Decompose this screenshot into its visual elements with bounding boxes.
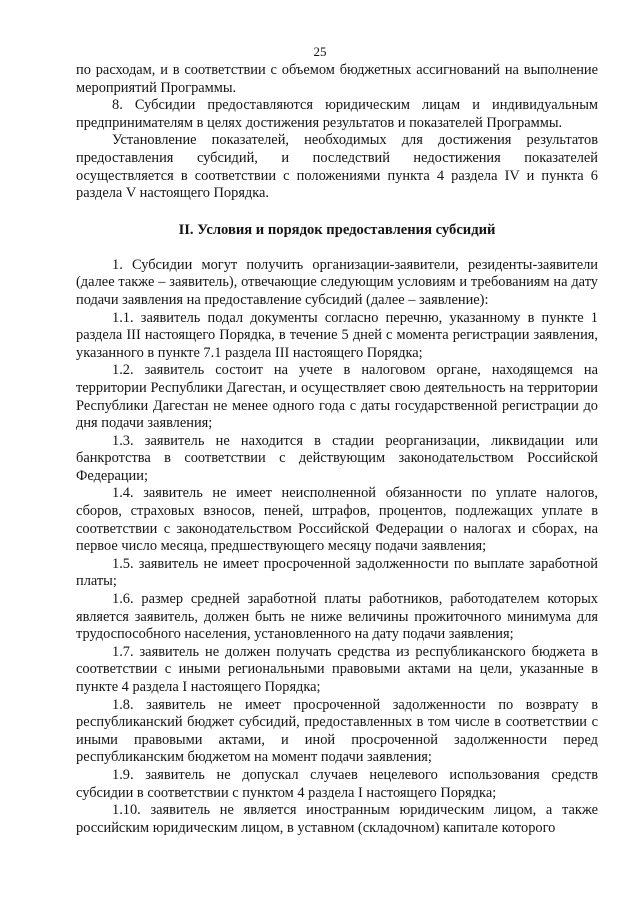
section-title: II. Условия и порядок предоставления субсидий	[178, 221, 496, 238]
paragraph-item-1-5: 1.5. заявитель не имеет просроченной задолженности по выплате заработной платы;	[76, 555, 598, 590]
paragraph-item-1-8: 1.8. заявитель не имеет просроченной задолженности по возврату в республиканский бюджет субсидий, предоставленных в том числе в соответствии с иными правовыми актами, и иной просроченной задолженности перед республиканским бюджетом на момент подачи заявления;	[76, 696, 598, 766]
paragraph-item-1-3: 1.3. заявитель не находится в стадии реорганизации, ликвидации или банкротства в соответствии с действующим законодательством Российской Федерации;	[76, 432, 598, 484]
paragraph-item-1-4: 1.4. заявитель не имеет неисполненной обязанности по уплате налогов, сборов, страховых взносов, пеней, штрафов, процентов, подлежащих уплате в соответствии с законодательством Российской Федерации о налогах и сборах, на первое число месяца, предшествующего месяцу подачи заявления;	[76, 485, 598, 555]
document-body	[76, 62, 598, 837]
page-number: 25	[313, 44, 327, 59]
paragraph-item-1-1: 1.1. заявитель подал документы согласно перечню, указанному в пункте 1 раздела III настоящего Порядка, в течение 5 дней с момента регистрации заявления, указанного в пункте 7.1 раздела III настоящего Порядка;	[76, 309, 598, 361]
paragraph-continuation: по расходам, и в соответствии с объемом бюджетных ассигнований на выполнение мероприятий Программы.	[76, 62, 598, 96]
paragraph-item-1-7: 1.7. заявитель не должен получать средства из республиканского бюджета в соответствии с иными региональными правовыми актами на цели, указанные в пункте 4 раздела I настоящего Порядка;	[76, 643, 598, 695]
paragraph-item-1-2: 1.2. заявитель состоит на учете в налоговом органе, находящемся на территории Республики Дагестан, и осуществляет свою деятельность на территории Республики Дагестан не менее одного года с даты государственной регистрации до дня подачи заявления;	[76, 362, 598, 432]
paragraph-item-8: 8. Субсидии предоставляются юридическим лицам и индивидуальным предпринимателям в целях достижения результатов и показателей Программы.	[76, 97, 598, 131]
paragraph-indicators: Установление показателей, необходимых для достижения результатов предоставления субсидий, и последствий недостижения показателей осуществляется в соответствии с положениями пункта 4 раздела IV и пункта 6 раздела V настоящего Порядка.	[76, 132, 598, 202]
paragraph-item-1-9: 1.9. заявитель не допускал случаев нецелевого использования средств субсидии в соответствии с пунктом 4 раздела I настоящего Порядка;	[76, 766, 598, 801]
paragraph-item-1: 1. Субсидии могут получить организации-заявители, резиденты-заявители (далее также – заявитель), отвечающие следующим условиям и требованиям на дату подачи заявления на предоставление субсидий (далее – заявление):	[76, 256, 598, 308]
paragraph-item-1-10: 1.10. заявитель не является иностранным юридическим лицом, а также российским юридическим лицом, в уставном (складочном) капитале которого	[76, 802, 598, 836]
paragraph-item-1-6: 1.6. размер средней заработной платы работников, работодателем которых является заявитель, должен быть не ниже величины прожиточного минимума для трудоспособного населения, установленного на дату подачи заявления;	[76, 591, 598, 643]
